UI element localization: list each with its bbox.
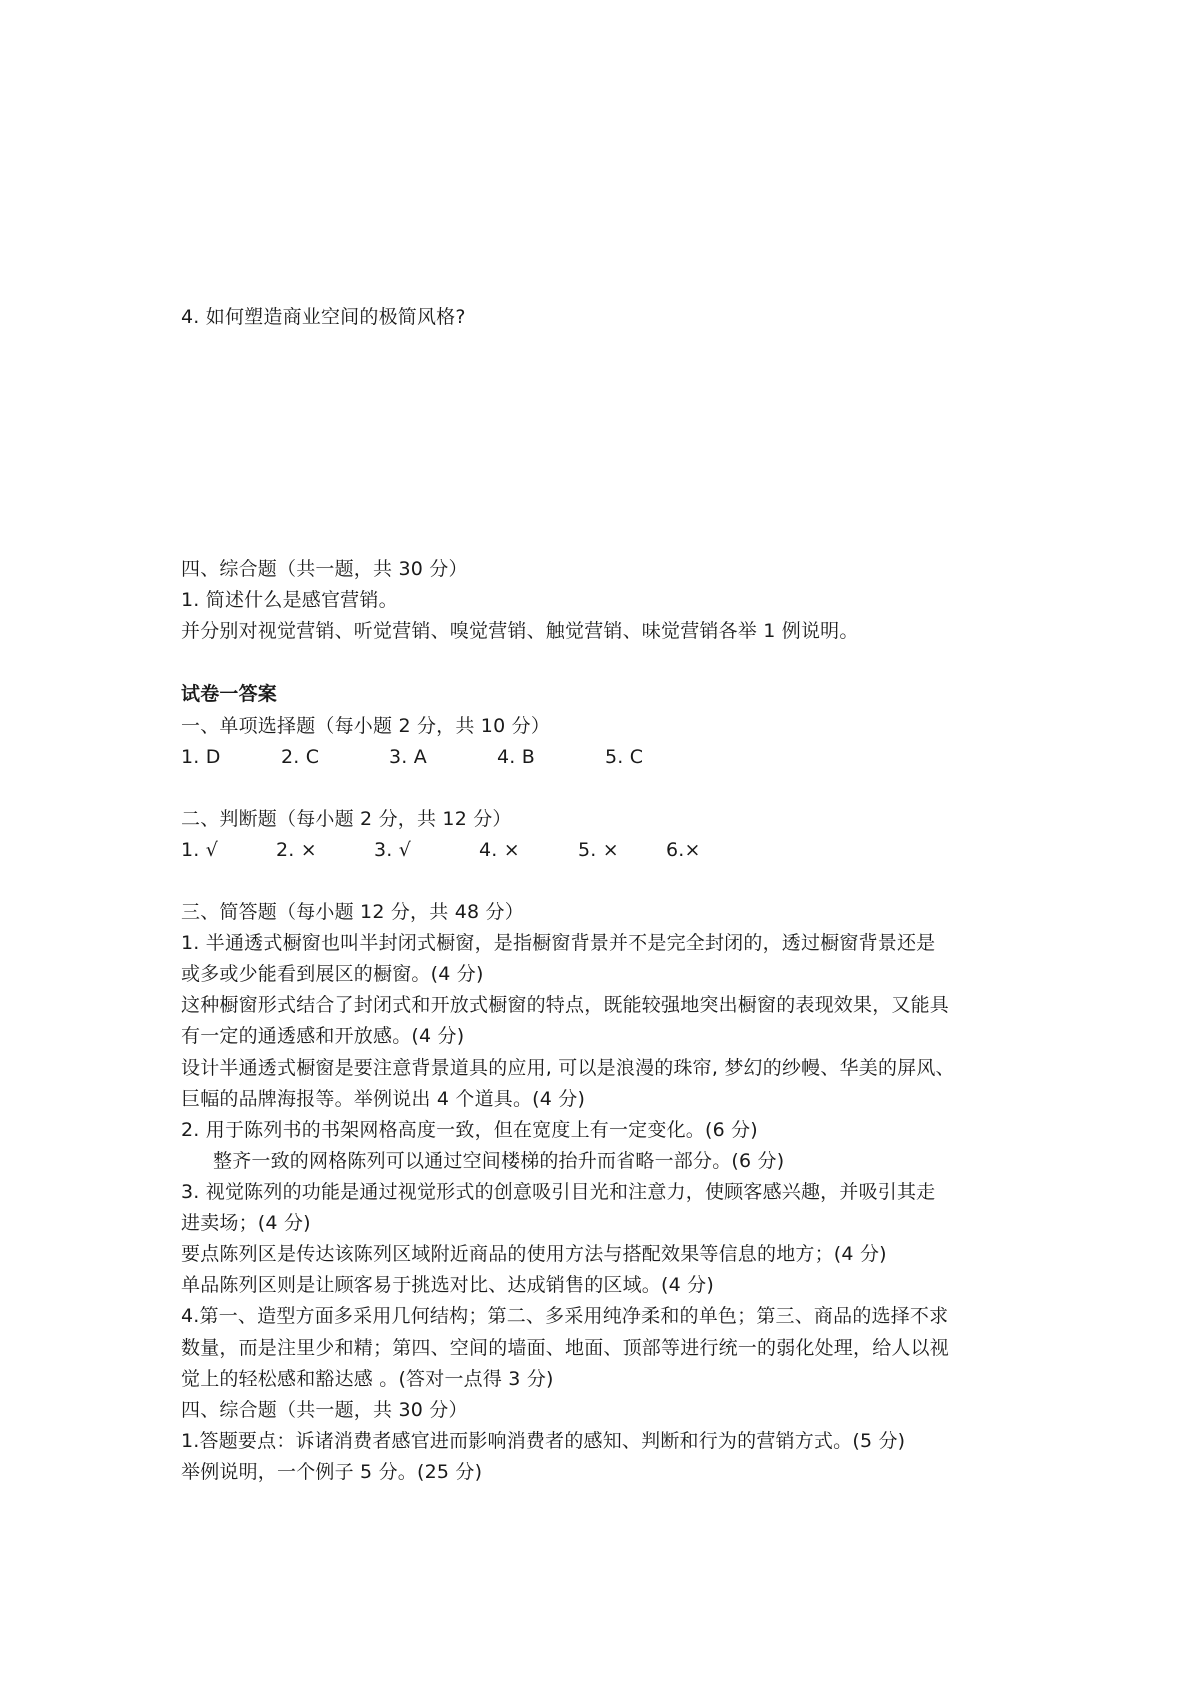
part3-line: 4.第一、造型方面多采用几何结构；第二、多采用纯净柔和的单色；第三、商品的选择不求 bbox=[181, 1305, 949, 1327]
section-4-question-1-detail: 并分别对视觉营销、听觉营销、嗅觉营销、触觉营销、味觉营销各举 1 例说明。 bbox=[181, 620, 859, 642]
part3-line: 3. 视觉陈列的功能是通过视觉形式的创意吸引目光和注意力，使顾客感兴趣，并吸引其走 bbox=[181, 1181, 936, 1203]
part3-line: 设计半通透式橱窗是要注意背景道具的应用, 可以是浪漫的珠帘, 梦幻的纱幔、华美的屏风、 bbox=[181, 1057, 955, 1079]
answer-item: 5. × bbox=[578, 839, 619, 861]
part3-line: 数量，而是注里少和精；第四、空间的墙面、地面、顶部等进行统一的弱化处理，给人以视 bbox=[181, 1337, 950, 1359]
part3-line: 整齐一致的网格陈列可以通过空间楼梯的抬升而省略一部分。(6 分) bbox=[213, 1150, 785, 1172]
part3-line: 这种橱窗形式结合了封闭式和开放式橱窗的特点，既能较强地突出橱窗的表现效果，又能具 bbox=[181, 994, 950, 1016]
answer-item: 5. C bbox=[605, 746, 644, 768]
answer-item: 1. √ bbox=[181, 839, 219, 861]
part3-line: 有一定的通透感和开放感。(4 分) bbox=[181, 1025, 465, 1047]
part3-line: 或多或少能看到展区的橱窗。(4 分) bbox=[181, 963, 484, 985]
part3-line: 2. 用于陈列书的书架网格高度一致，但在宽度上有一定变化。(6 分) bbox=[181, 1119, 758, 1141]
part3-line: 巨幅的品牌海报等。举例说出 4 个道具。(4 分) bbox=[181, 1088, 586, 1110]
part4-line: 1.答题要点：诉诸消费者感官进而影响消费者的感知、判断和行为的营销方式。(5 分) bbox=[181, 1430, 906, 1452]
part1-heading: 一、单项选择题（每小题 2 分，共 10 分） bbox=[181, 715, 551, 737]
answer-item: 2. C bbox=[281, 746, 320, 768]
part2-answers-row bbox=[181, 837, 881, 863]
part3-line: 觉上的轻松感和豁达感 。(答对一点得 3 分) bbox=[181, 1368, 554, 1390]
part3-line: 单品陈列区则是让顾客易于挑选对比、达成销售的区域。(4 分) bbox=[181, 1274, 714, 1296]
answer-item: 3. √ bbox=[374, 839, 412, 861]
part4-line: 举例说明，一个例子 5 分。(25 分) bbox=[181, 1461, 483, 1483]
part3-line: 进卖场；(4 分) bbox=[181, 1212, 311, 1234]
section-4-question-1: 1. 简述什么是感官营销。 bbox=[181, 589, 398, 611]
answer-item: 6.× bbox=[666, 839, 701, 861]
part1-answers-row bbox=[181, 744, 881, 770]
part3-heading: 三、简答题（每小题 12 分，共 48 分） bbox=[181, 901, 524, 923]
answers-title: 试卷一答案 bbox=[181, 683, 278, 705]
section-4-heading: 四、综合题（共一题，共 30 分） bbox=[181, 558, 468, 580]
answer-item: 3. A bbox=[389, 746, 427, 768]
part4-heading: 四、综合题（共一题，共 30 分） bbox=[181, 1399, 468, 1421]
answer-item: 1. D bbox=[181, 746, 221, 768]
question-4: 4. 如何塑造商业空间的极简风格? bbox=[181, 306, 466, 328]
part2-heading: 二、判断题（每小题 2 分，共 12 分） bbox=[181, 808, 512, 830]
answer-item: 4. × bbox=[479, 839, 520, 861]
part3-line: 1. 半通透式橱窗也叫半封闭式橱窗，是指橱窗背景并不是完全封闭的，透过橱窗背景还是 bbox=[181, 932, 936, 954]
answer-item: 4. B bbox=[497, 746, 536, 768]
part3-line: 要点陈列区是传达该陈列区域附近商品的使用方法与搭配效果等信息的地方；(4 分) bbox=[181, 1243, 887, 1265]
answer-item: 2. × bbox=[276, 839, 317, 861]
